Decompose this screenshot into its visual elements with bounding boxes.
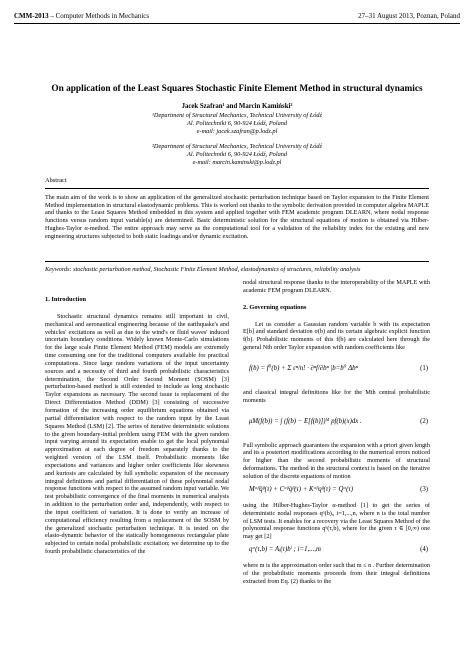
left-column — [45, 296, 229, 559]
affiliation-1-address: Al. Politechniki 6, 90-924 Łódź, Poland — [186, 120, 288, 127]
introduction-paragraph: Stochastic structural dynamics remains still important in civil, mechanical and aeronautical engineering because of the earthquake's and vehicles' excitations as well as due to the wind's or fluid waves' induced uncertain boundary conditions. Widely known Monte-Carlo simulations for the large scale Finite Element Method (FEM) models are extremely time consuming one for the traditional computers available for practical computations. Since large random variations of the input uncertainty sources and a necessity of third and fourth probabilistic characteristics determination, the Second Order Second Moment (SOSM) [3] perturbation-based method is still extended to include as long stochastic Taylor expansions as necessary. The second issue is replacement of the Direct Differentiation Method (DDM) [3] consisting of successive formation of the increasing order equilibrium equations obtained via partial differentiation with respect to the random input by the Least Squares Method (LSM) [2]. The series of iterative deterministic solutions to the given boundary-initial problem using FEM with the given random input varying around its expectation enable to get the local polynomial approximation at each degree of freedom separately thanks to the weighted version of the LSM itself. Probabilistic moments like expectations and variances and higher order coefficients like skewness and kurtosis are calculated by full symbolic expansion of the necessary integral definitions and partial differentiation of these polynomial nodal response functions with respect to the assumed random input variable. We test probabilistic convergence of the final moments in numerical analysis in addition to the perturbation order and, independently, with respect to the input coefficient of variation. It is done to verify an increase of computational efficiency resulting from a replacement of the SOSM by the generalized stochastic perturbation technique. It is tested on the elasto-dynamic behavior of the statically homogeneous rectangular plate subjected to certain nodal probabilistic excitation; we determine up to the fourth probabilistic characteristics of the — [45, 312, 229, 556]
keywords: Keywords: stochastic perturbation method, Stochastic Finite Element Method, elastodynamics of structures, reliability analysis — [45, 266, 361, 273]
conference-name: Computer Methods in Mechanics — [55, 12, 150, 20]
paragraph-gaussian: Let us consider a Gaussian random variable b with its expectation E[b] and standard deviation σ(b) and its certain algebraic explicit function f(b). Probabilistic moments of this f(b) are calculated here through the general Nth order Taylor expansion with random coefficients like — [243, 320, 430, 352]
abstract-top-rule — [45, 188, 429, 189]
equation-4-number: (4) — [420, 546, 428, 554]
paragraph-symbolic-approach: Full symbolic approach guarantees the expansion with a priori given length and its a posteriori modifications according to the numerical errors noticed for higher than the second probabilistic moments of structural deformations. The method in the structural context is based on the iterative solution of the discrete equations of motion — [243, 441, 430, 480]
section-heading-governing-equations: 2. Governing equations — [243, 303, 307, 311]
equation-2 — [243, 408, 430, 438]
header-separator: – — [48, 12, 56, 20]
author-line: Jacek Szafran¹ and Marcin Kamiński² — [181, 103, 293, 110]
affiliation-2-dept: ²Department of Structural Mechanics, Technical University of Łódź — [152, 143, 322, 150]
running-header — [14, 6, 460, 24]
equation-3 — [243, 484, 430, 498]
equation-2-number: (2) — [420, 417, 428, 425]
affiliation-1-dept: ¹Department of Structural Mechanics, Technical University of Łódź — [152, 112, 322, 119]
equation-4 — [243, 544, 430, 558]
header-rule — [14, 23, 460, 24]
conference-code: CMM-2013 — [14, 12, 49, 20]
abstract-label: Abstract — [45, 177, 67, 184]
affiliation-1-email: e-mail: jacek.szafran@p.lodz.pl — [196, 128, 278, 135]
equation-2-expression: μM(f(b)) = ∫ (f(b) − E[f(b)])ᴹ pf(b)(x)dx . — [249, 417, 362, 425]
header-conference — [14, 12, 149, 20]
equation-4-expression: qᵅ(τ,b) = Aᵢ(τ)bⁱ ; i=1,...,m — [249, 546, 321, 554]
header-date-place: 27–31 August 2013, Poznan, Poland — [358, 12, 460, 20]
equation-1-number: (1) — [420, 364, 428, 372]
affiliation-2-email: e-mail: marcin.kaminski@p.lodz.pl — [192, 159, 282, 166]
abstract-bottom-rule — [45, 261, 429, 262]
paragraph-approximation-order: where m is the approximation order such that m ≤ n . Further determination of the probabilistic moments proceeds from their integral definitions extracted from Eq. (2) thanks to the — [243, 562, 430, 585]
affiliation-2 — [14, 143, 460, 167]
paragraph-integral-definitions: and classical integral definitions like for the Mth central probabilistic moments — [243, 388, 430, 404]
equation-1-expression: f(b) = f⁰(b) + Σ εⁿ/n! · ∂ⁿf/∂bⁿ |b=b⁰ Δbⁿ — [249, 364, 358, 372]
right-column — [243, 279, 430, 589]
paragraph-hht-method: using the Hilber-Hughes-Taylor α-method [1] to get the series of deterministic nodal responses qᵅ(b)ᵢ, i=1,...,n, where n is the total number of LSM tests. It enables for a recovery via the Least Squares Method of the polynomial response functions qᵅ(τ,b), where for the given τ ∈ [0,∞) one may get [2] — [243, 501, 430, 541]
continued-paragraph: nodal structural response thanks to the interoperability of the MAPLE with academic FEM program DLEARN. — [243, 279, 430, 294]
affiliation-1 — [14, 112, 460, 136]
affiliation-2-address: Al. Politechniki 6, 90-924 Łódź, Poland — [186, 151, 288, 158]
section-heading-introduction: 1. Introduction — [45, 296, 87, 303]
paper-title: On application of the Least Squares Stochastic Finite Element Method in structural dynamics — [51, 84, 423, 94]
equation-3-number: (3) — [420, 485, 428, 493]
abstract-text: The main aim of the work is to show an application of the generalized stochastic perturbation technique based on Taylor expansion to the Finite Element Method implementation in structural elastodynamic problems. This is worked out thanks to the symbolic derivation provided in computer algebra MAPLE and thanks to the Least Squares Method embedded in this system and applied together with FEM academic program DLEARN, where nodal response functions versus random input variable(s) are determined. Basic deterministic solution for the structural equations of motion is obtained via Hilber-Hughes-Taylor α-method. The entire approach may serve as the computational tool for a validation of the reliability index for the existing and new engineering structures subjected to both static loadings and/or dynamic excitation. — [45, 194, 429, 240]
equation-1 — [243, 355, 430, 385]
equation-3-expression: Mᵅᵝq̈ᵝ(τ) + Cᵅᵝq̇ᵝ(τ) + Kᵅᵝqᵝ(τ) = Qᵅ(τ) — [249, 485, 354, 493]
